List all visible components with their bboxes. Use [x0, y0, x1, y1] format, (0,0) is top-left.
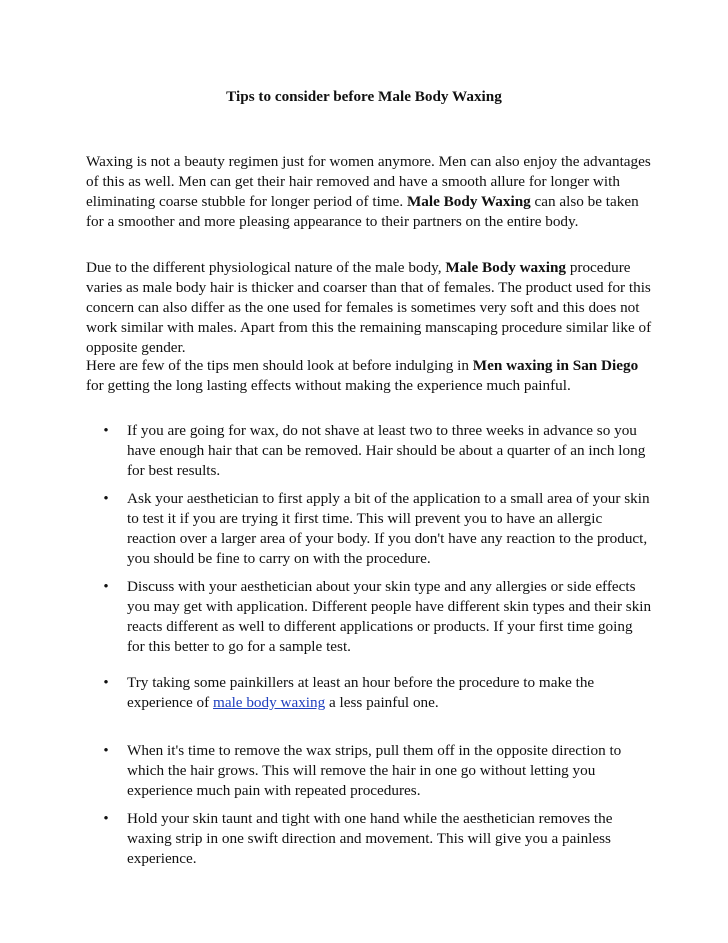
para2-bold-term: Male Body waxing	[445, 259, 567, 276]
para3-bold-term: Men waxing in San Diego	[472, 357, 639, 374]
intro-paragraph	[86, 152, 652, 232]
para2-text-after: procedure varies as male body hair is thicker and coarser than that of females. The product used for this concern can also differ as the one used for females is sometimes very soft and this does not work similar with males. Apart from this the remaining manscaping procedure similar like of opposite gender.	[86, 259, 652, 356]
para3-text-before: Here are few of the tips men should look at before indulging in	[86, 357, 473, 374]
bullet-icon: •	[103, 423, 109, 439]
tip-text: Discuss with your aesthetician about your skin type and any allergies or side effects you may get with application. Different people have different skin types and their skin reacts different as well to different applications or products. If your first time going for this better to go for a sample test.	[127, 578, 652, 655]
bullet-icon: •	[103, 675, 109, 691]
para2-text-before: Due to the different physiological nature of the male body,	[86, 259, 446, 276]
para3-text-after: for getting the long lasting effects without making the experience much painful.	[86, 377, 571, 394]
bullet-icon: •	[103, 579, 109, 595]
document-title: Tips to consider before Male Body Waxing	[226, 88, 502, 105]
para1-text-before: Waxing is not a beauty regimen just for women anymore. Men can also enjoy the advantages of this as well. Men can get their hair removed and have a smooth allure for longer with eliminating coarse stubble for longer period of time.	[86, 153, 651, 210]
male-body-waxing-link[interactable]: male body waxing	[213, 694, 326, 711]
bullet-icon: •	[103, 743, 109, 759]
tip-text-before: Try taking some painkillers at least an hour before the procedure to make the experience of	[127, 674, 595, 711]
tip-text: Hold your skin taunt and tight with one hand while the aesthetician removes the waxing strip in one swift direction and movement. This will give you a painless experience.	[127, 810, 613, 867]
physiology-paragraph	[86, 258, 652, 358]
tip-text: When it's time to remove the wax strips, pull them off in the opposite direction to which the hair grows. This will remove the hair in one go without letting you experience much pain with repeated procedures.	[127, 742, 622, 799]
tips-intro-paragraph	[86, 356, 652, 396]
tip-text: If you are going for wax, do not shave at least two to three weeks in advance so you have enough hair that can be removed. Hair should be about a quarter of an inch long for best results.	[127, 422, 646, 479]
para1-text-after: can also be taken for a smoother and more pleasing appearance to their partners on the entire body.	[86, 193, 639, 230]
tip-text: Ask your aesthetician to first apply a bit of the application to a small area of your skin to test it if you are trying it first time. This will prevent you to have an allergic reaction over a larger area of your body. If you don't have any reaction to the product, you should be fine to carry on with the procedure.	[127, 490, 650, 567]
bullet-icon: •	[103, 811, 109, 827]
para1-bold-term: Male Body Waxing	[406, 193, 531, 210]
tip-text	[127, 673, 652, 713]
tip-text-after: a less painful one.	[325, 694, 439, 711]
bullet-icon: •	[103, 491, 109, 507]
